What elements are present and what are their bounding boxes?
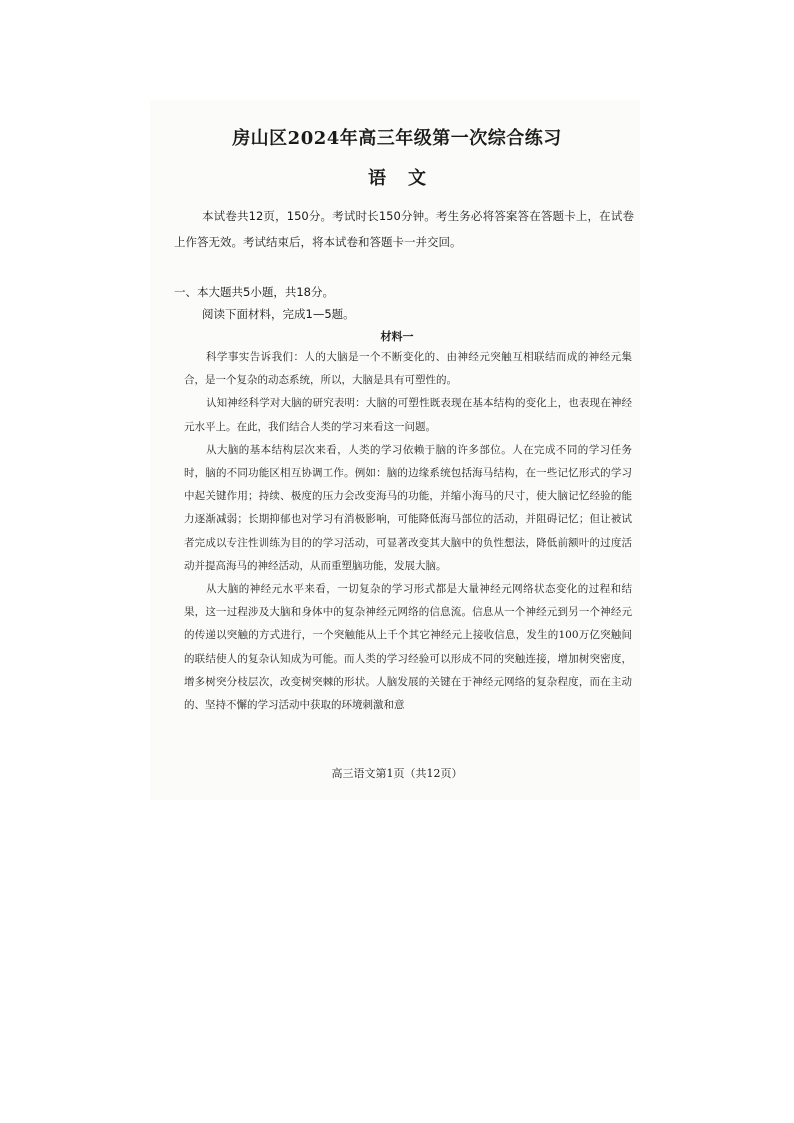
- paragraph: 从大脑的神经元水平来看，一切复杂的学习形式都是大量神经元网络状态变化的过程和结果，这一过程涉及大脑和身体中的复杂神经元网络的信息流。信息从一个神经元到另一个神经元的传递以突触的方式进行，一个突触能从上千个其它神经元上接收信息，发生的100万亿突触间的联结使人的复杂认知成为可能。而人类的学习经验可以形成不同的突触连接，增加树突密度，增多树突分枝层次，改变树突棘的形状。人脑发展的关键在于神经元网络的复杂程度，而在主动的、坚持不懈的学习活动中获取的环境刺激和意: [184, 583, 632, 712]
- material-title: 材料一: [380, 330, 414, 343]
- material-body: [184, 346, 632, 717]
- exam-title: 房山区2024年高三年级第一次综合练习: [232, 128, 562, 149]
- paragraph: 从大脑的基本结构层次来看，人类的学习依赖于脑的许多部位。人在完成不同的学习任务时，脑的不同功能区相互协调工作。例如：脑的边缘系统包括海马结构，在一些记忆形式的学习中起关键作用；持续、极度的压力会改变海马的功能，并缩小海马的尺寸，使大脑记忆经验的能力逐渐减弱；长期抑郁也对学习有消极影响，可能降低海马部位的活动，并阻碍记忆；但让被试者完成以专注性训练为目的的学习活动，可显著改变其大脑中的负性想法，降低前额叶的过度活动并提高海马的神经活动，从而重塑脑功能，发展大脑。: [184, 443, 632, 572]
- paragraph: 认知神经科学对大脑的研究表明：大脑的可塑性既表现在基本结构的变化上，也表现在神经元水平上。在此，我们结合人类的学习来看这一问题。: [184, 397, 632, 433]
- subject-title: 语文: [368, 168, 448, 189]
- section-heading: 一、本大题共5小题，共18分。: [174, 285, 334, 299]
- paragraph: 科学事实告诉我们：人的大脑是一个不断变化的、由神经元突触互相联结而成的神经元集合，是一个复杂的动态系统，所以，大脑是具有可塑性的。: [184, 351, 632, 387]
- exam-instructions: 本试卷共12页，150分。考试时长150分钟。考生务必将答案答在答题卡上，在试卷上作答无效。考试结束后，将本试卷和答题卡一并交回。: [174, 209, 634, 249]
- reading-task: 阅读下面材料，完成1—5题。: [202, 307, 355, 321]
- page-footer: 高三语文第1页（共12页）: [331, 767, 463, 780]
